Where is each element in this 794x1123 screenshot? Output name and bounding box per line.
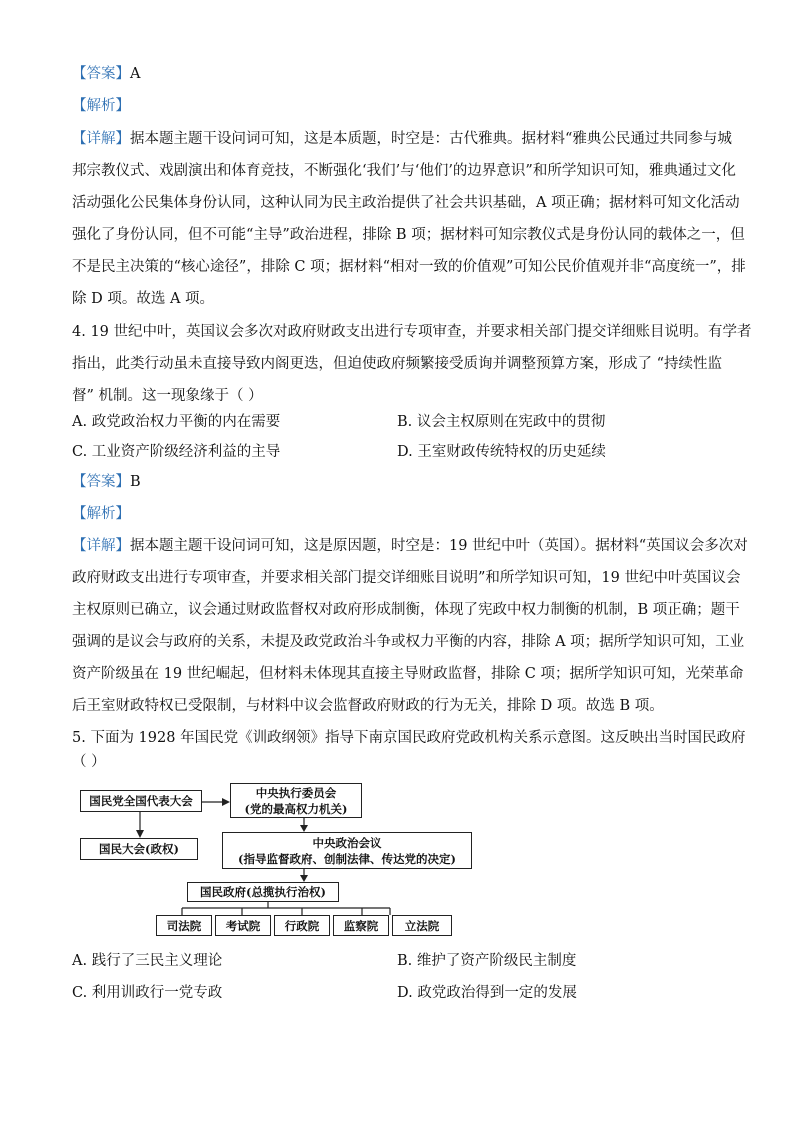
q5-option-d: D. 政党政治得到一定的发展 [397, 985, 577, 1001]
detail-tag: 【详解】 [72, 538, 130, 554]
answer-value: B [130, 474, 141, 490]
q3-detail-line: 活动强化公民集体身份认同，这种认同为民主政治提供了社会共识基础，A 项正确；据材料可知文化活动 [72, 195, 740, 211]
q4-detail-line: 强调的是议会与政府的关系，未提及政党政治斗争或权力平衡的内容，排除 A 项；据所学知识可知，工业 [72, 634, 745, 650]
node-central-political-council: 中央政治会议 (指导监督政府、创制法律、传达党的决定) [222, 832, 472, 869]
node-control-yuan: 监察院 [333, 915, 389, 936]
node-national-government: 国民政府(总揽执行治权) [187, 882, 339, 902]
q5-option-b: B. 维护了资产阶级民主制度 [397, 953, 577, 969]
analysis-tag: 【解析】 [72, 506, 130, 522]
q3-detail-line: 强化了身份认同，但不可能“主导”政治进程，排除 B 项；据材料可知宗教仪式是身份认同的载体之一，但 [72, 227, 745, 243]
q4-stem-line: 督” 机制。这一现象缘于（ ） [72, 388, 263, 404]
q4-option-b: B. 议会主权原则在宪政中的贯彻 [397, 414, 606, 430]
q5-option-a: A. 践行了三民主义理论 [72, 953, 223, 969]
q5-stem-line: （ ） [72, 754, 106, 770]
q4-answer-line [72, 472, 141, 492]
q4-detail-line: 【详解】据本题主题干设问词可知，这是原因题，时空是：19 世纪中叶（英国）。据材料“英国议会多次对 [72, 538, 748, 554]
answer-value: A [130, 66, 141, 82]
node-judicial-yuan: 司法院 [156, 915, 212, 936]
q4-stem-line: 4. 19 世纪中叶，英国议会多次对政府财政支出进行专项审查，并要求相关部门提交详细账目说明。有学者 [72, 324, 752, 340]
q4-detail-line: 后王室财政特权已受限制，与材料中议会监督政府财政的行为无关，排除 D 项。故选 B 项。 [72, 698, 664, 714]
analysis-tag: 【解析】 [72, 98, 130, 114]
answer-tag: 【答案】 [72, 66, 130, 82]
node-central-executive-committee: 中央执行委员会 (党的最高权力机关) [230, 783, 362, 818]
q3-answer-line [72, 64, 140, 84]
q4-detail-line: 政府财政支出进行专项审查，并要求相关部门提交详细账目说明”和所学知识可知，19 世纪中叶英国议会 [72, 570, 741, 586]
q4-stem-line: 指出，此类行动虽未直接导致内阁更迭，但迫使政府频繁接受质询并调整预算方案，形成了 “持续性监 [72, 356, 723, 372]
answer-tag: 【答案】 [72, 474, 130, 490]
q4-option-c: C. 工业资产阶级经济利益的主导 [72, 444, 281, 460]
q4-option-d: D. 王室财政传统特权的历史延续 [397, 444, 606, 460]
node-executive-yuan: 行政院 [274, 915, 330, 936]
q4-detail-line: 主权原则已确立，议会通过财政监督权对政府形成制衡，体现了宪政中权力制衡的机制，B 项正确；题干 [72, 602, 740, 618]
q3-detail-line: 除 D 项。故选 A 项。 [72, 291, 215, 307]
q3-detail-line: 不是民主决策的“核心途径”，排除 C 项；据材料“相对一致的价值观”可知公民价值观并非“高度统一”，排 [72, 259, 746, 275]
q4-detail-line: 资产阶级虽在 19 世纪崛起，但材料未体现其直接主导财政监督，排除 C 项；据所学知识可知，光荣革命 [72, 666, 744, 682]
q5-stem-line: 5. 下面为 1928 年国民党《训政纲领》指导下南京国民政府党政机构关系示意图。这反映出当时国民政府 [72, 730, 746, 746]
node-national-assembly: 国民大会(政权) [80, 838, 198, 860]
node-examination-yuan: 考试院 [215, 915, 271, 936]
q4-option-a: A. 政党政治权力平衡的内在需要 [72, 414, 281, 430]
q5-option-c: C. 利用训政行一党专政 [72, 985, 223, 1001]
party-government-structure-diagram [72, 780, 472, 940]
node-legislative-yuan: 立法院 [392, 915, 452, 936]
q3-detail-line: 【详解】据本题主题干设问词可知，这是本质题，时空是：古代雅典。据材料“雅典公民通过共同参与城 [72, 131, 732, 147]
q3-detail-line: 邦宗教仪式、戏剧演出和体育竞技，不断强化‘我们’与‘他们’的边界意识”和所学知识可知，雅典通过文化 [72, 163, 736, 179]
node-party-congress: 国民党全国代表大会 [80, 790, 202, 812]
detail-tag: 【详解】 [72, 131, 130, 147]
